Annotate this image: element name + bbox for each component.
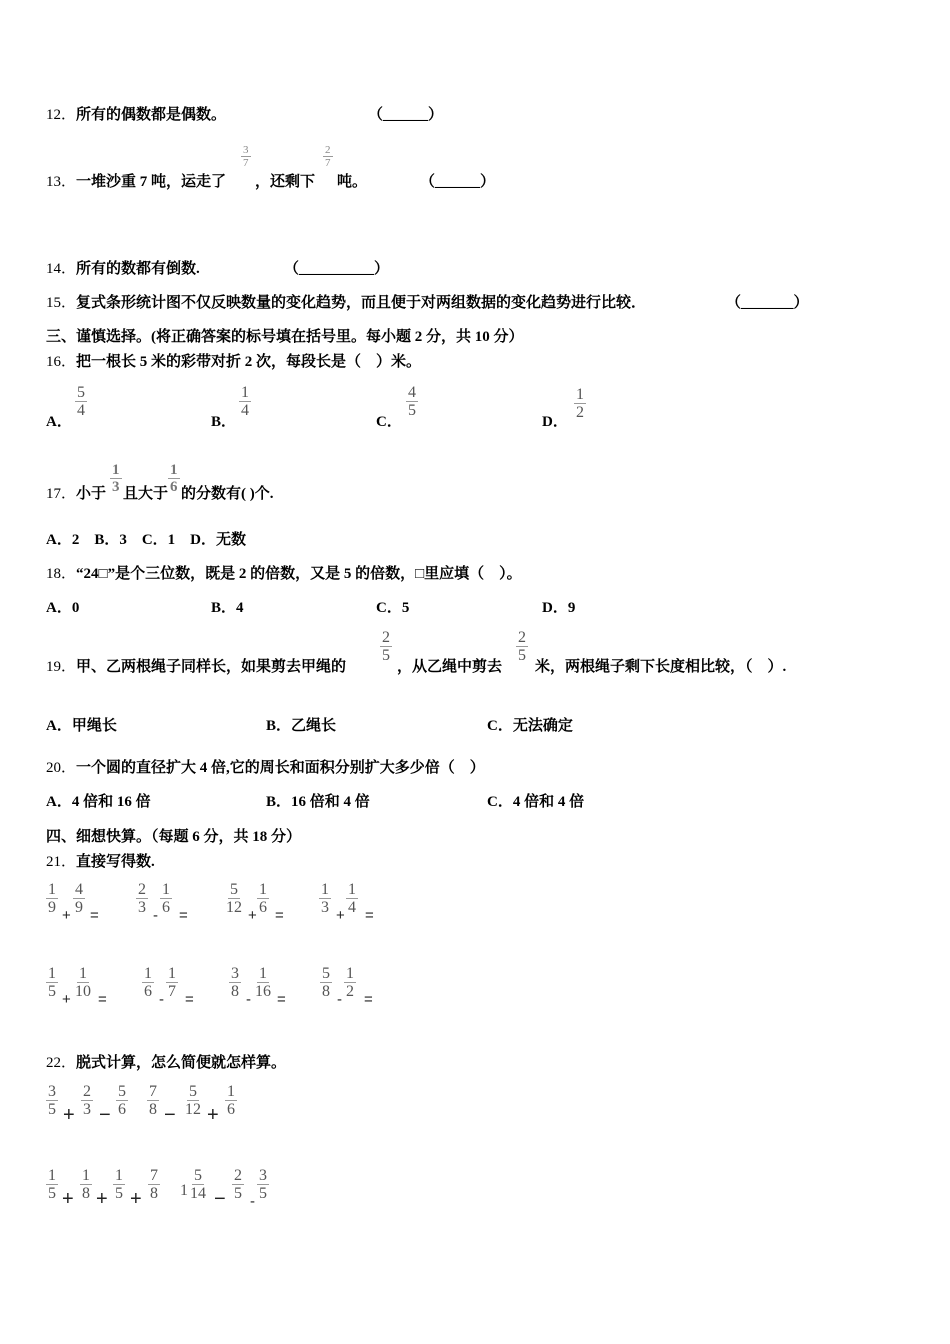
- numerator: 3: [243, 144, 249, 156]
- numerator: 5: [77, 384, 85, 401]
- plus-operator: +: [63, 1104, 75, 1126]
- question-number: 16．: [46, 354, 77, 370]
- plus-operator: +: [96, 1188, 108, 1210]
- minus-operator: -: [246, 991, 251, 1008]
- option-b[interactable]: B．16 倍和 4 倍: [266, 794, 370, 810]
- minus-operator: -: [250, 1193, 255, 1210]
- fraction: [116, 1084, 128, 1119]
- fraction: [257, 1168, 269, 1203]
- minus-operator: -: [153, 907, 158, 924]
- question-text: 一个圆的直径扩大 4 倍,它的周长和面积分别扩大多少倍（ ）: [76, 760, 485, 776]
- fraction: [225, 1084, 237, 1119]
- minus-operator: −: [99, 1104, 111, 1126]
- numerator: 1: [576, 386, 584, 403]
- numerator: 1: [346, 965, 354, 982]
- denominator: 3: [112, 479, 120, 495]
- answer-blank-13[interactable]: （______）: [420, 174, 496, 190]
- question-14: [46, 257, 200, 278]
- question-number: 17．: [46, 486, 77, 502]
- option-d[interactable]: D．9: [542, 600, 576, 616]
- numerator: 5: [322, 965, 330, 982]
- question-17: [46, 482, 106, 503]
- fraction-1-3: [110, 463, 122, 495]
- answer-blank-12[interactable]: （______）: [368, 107, 444, 123]
- denominator: 6: [162, 899, 170, 916]
- fraction: [183, 1084, 203, 1119]
- numerator: 1: [168, 965, 176, 982]
- fraction: [232, 1168, 244, 1203]
- denominator: 5: [518, 647, 526, 664]
- question-16: [46, 350, 421, 371]
- option-a-label[interactable]: A．: [46, 414, 72, 430]
- numerator: 1: [259, 881, 267, 898]
- fraction: [346, 882, 358, 917]
- options-17[interactable]: A．2 B．3 C．1 D．无数: [46, 532, 247, 548]
- numerator: 1: [115, 1167, 123, 1184]
- plus-operator: +: [62, 991, 71, 1008]
- question-text: 复式条形统计图不仅反映数量的变化趋势，而且便于对两组数据的变化趋势进行比较．: [76, 295, 647, 311]
- answer-blank-15[interactable]: （_______）: [726, 295, 809, 311]
- fraction: [46, 1084, 58, 1119]
- fraction: [73, 882, 85, 917]
- question-text: ，还剩下: [255, 174, 316, 190]
- numerator: 2: [234, 1167, 242, 1184]
- numerator: 1: [170, 462, 178, 478]
- option-a[interactable]: A．甲绳长: [46, 718, 117, 734]
- equals-sign: =: [179, 907, 188, 924]
- plus-operator: +: [62, 1188, 74, 1210]
- numerator: 7: [149, 1083, 157, 1100]
- plus-operator: +: [130, 1188, 142, 1210]
- question-number: 14．: [46, 261, 77, 277]
- question-text: 的分数有( )个.: [181, 486, 274, 502]
- option-d-label[interactable]: D．: [542, 414, 568, 430]
- numerator: 5: [118, 1083, 126, 1100]
- option-c[interactable]: C．无法确定: [487, 718, 573, 734]
- question-number: 15．: [46, 295, 77, 311]
- denominator: 7: [325, 157, 331, 169]
- plus-operator: +: [62, 907, 71, 924]
- question-15: [46, 291, 646, 312]
- equals-sign: =: [365, 907, 374, 924]
- fraction: [166, 966, 178, 1001]
- numerator: 1: [48, 881, 56, 898]
- minus-operator: −: [214, 1188, 226, 1210]
- fraction-2-7: [323, 145, 333, 169]
- question-22: [46, 1051, 286, 1072]
- denominator: 5: [48, 1185, 56, 1202]
- question-number: 13．: [46, 174, 77, 190]
- plus-operator: +: [248, 907, 257, 924]
- numerator: 3: [231, 965, 239, 982]
- question-number: 20．: [46, 760, 77, 776]
- option-a[interactable]: A．0: [46, 600, 80, 616]
- minus-operator: -: [337, 991, 342, 1008]
- fraction: [113, 1168, 125, 1203]
- denominator: 16: [255, 983, 271, 1000]
- fraction: [46, 882, 58, 917]
- equals-sign: =: [275, 907, 284, 924]
- denominator: 10: [75, 983, 91, 1000]
- numerator: 3: [48, 1083, 56, 1100]
- fraction-2-5: [516, 630, 528, 665]
- denominator: 9: [48, 899, 56, 916]
- denominator: 3: [321, 899, 329, 916]
- fraction: [46, 1168, 58, 1203]
- question-12: [46, 103, 226, 124]
- denominator: 6: [144, 983, 152, 1000]
- option-b-label[interactable]: B．: [211, 414, 237, 430]
- fraction: [253, 966, 273, 1001]
- question-text: 吨。: [337, 174, 368, 190]
- numerator: 1: [227, 1083, 235, 1100]
- mixed-number-integer: 1: [180, 1182, 188, 1199]
- numerator: 1: [348, 881, 356, 898]
- question-text: 所有的偶数都是偶数。: [76, 107, 227, 123]
- denominator: 9: [75, 899, 83, 916]
- fraction: [319, 882, 331, 917]
- plus-operator: +: [336, 907, 345, 924]
- numerator: 5: [230, 881, 238, 898]
- option-c[interactable]: C．5: [376, 600, 410, 616]
- question-number: 22．: [46, 1055, 77, 1071]
- denominator: 4: [348, 899, 356, 916]
- denominator: 7: [168, 983, 176, 1000]
- equals-sign: =: [277, 991, 286, 1008]
- numerator: 1: [241, 384, 249, 401]
- denominator: 8: [149, 1101, 157, 1118]
- numerator: 2: [382, 629, 390, 646]
- denominator: 8: [322, 983, 330, 1000]
- numerator: 5: [189, 1083, 197, 1100]
- fraction: [229, 966, 241, 1001]
- numerator: 1: [79, 965, 87, 982]
- fraction: [224, 882, 244, 917]
- numerator: 1: [162, 881, 170, 898]
- question-19: [46, 655, 346, 676]
- equals-sign: =: [185, 991, 194, 1008]
- denominator: 14: [190, 1185, 206, 1202]
- fraction: [160, 882, 172, 917]
- answer-blank-14[interactable]: （__________）: [284, 261, 390, 277]
- fraction: [46, 966, 58, 1001]
- question-text: 脱式计算，怎么简便就怎样算。: [76, 1055, 287, 1071]
- question-text: 小于: [76, 486, 107, 502]
- option-d-fraction[interactable]: [574, 387, 586, 422]
- fraction: [257, 882, 269, 917]
- question-text: 把一根长 5 米的彩带对折 2 次，每段长是（ ）米。: [76, 354, 422, 370]
- denominator: 12: [226, 899, 242, 916]
- numerator: 1: [144, 965, 152, 982]
- option-c[interactable]: C．4 倍和 4 倍: [487, 794, 585, 810]
- denominator: 4: [77, 402, 85, 419]
- question-text: 一堆沙重 7 吨，运走了: [76, 174, 227, 190]
- fraction: [148, 1168, 160, 1203]
- fraction: [142, 966, 154, 1001]
- denominator: 3: [138, 899, 146, 916]
- numerator: 2: [518, 629, 526, 646]
- numerator: 4: [408, 384, 416, 401]
- fraction-2-5: [380, 630, 392, 665]
- numerator: 3: [259, 1167, 267, 1184]
- denominator: 5: [408, 402, 416, 419]
- denominator: 4: [241, 402, 249, 419]
- equals-sign: =: [364, 991, 373, 1008]
- denominator: 6: [118, 1101, 126, 1118]
- numerator: 2: [83, 1083, 91, 1100]
- denominator: 3: [83, 1101, 91, 1118]
- fraction-1-6: [168, 463, 180, 495]
- numerator: 1: [259, 965, 267, 982]
- question-text: 米，两根绳子剩下长度相比较，（ ）.: [535, 659, 787, 675]
- question-text: 且大于: [123, 486, 169, 502]
- fraction: [188, 1168, 208, 1203]
- fraction: [73, 966, 93, 1001]
- option-a-fraction[interactable]: [75, 385, 87, 420]
- plus-operator: +: [207, 1104, 219, 1126]
- question-text: ，从乙绳中剪去: [397, 659, 503, 675]
- numerator: 1: [48, 1167, 56, 1184]
- numerator: 2: [325, 144, 331, 156]
- question-number: 21．: [46, 854, 77, 870]
- denominator: 6: [170, 479, 178, 495]
- option-b[interactable]: B．4: [211, 600, 244, 616]
- numerator: 7: [150, 1167, 158, 1184]
- fraction: [147, 1084, 159, 1119]
- question-text: 甲、乙两根绳子同样长，如果剪去甲绳的: [76, 659, 347, 675]
- numerator: 1: [48, 965, 56, 982]
- question-20: [46, 756, 485, 777]
- section-4-title: 四、细想快算。（每题 6 分，共 18 分）: [46, 829, 302, 845]
- fraction: [80, 1168, 92, 1203]
- denominator: 2: [346, 983, 354, 1000]
- question-text: 所有的数都有倒数.: [76, 261, 200, 277]
- denominator: 5: [48, 983, 56, 1000]
- option-c-fraction[interactable]: [406, 385, 418, 420]
- question-13: [46, 170, 226, 191]
- equals-sign: =: [98, 991, 107, 1008]
- minus-operator: −: [164, 1104, 176, 1126]
- denominator: 5: [234, 1185, 242, 1202]
- option-b-fraction[interactable]: [239, 385, 251, 420]
- option-b[interactable]: B．乙绳长: [266, 718, 337, 734]
- numerator: 4: [75, 881, 83, 898]
- numerator: 1: [82, 1167, 90, 1184]
- denominator: 5: [115, 1185, 123, 1202]
- numerator: 5: [194, 1167, 202, 1184]
- minus-operator: -: [159, 991, 164, 1008]
- option-c-label[interactable]: C．: [376, 414, 402, 430]
- numerator: 2: [138, 881, 146, 898]
- denominator: 6: [259, 899, 267, 916]
- fraction: [81, 1084, 93, 1119]
- fraction: [320, 966, 332, 1001]
- question-text: “24□”是个三位数，既是 2 的倍数，又是 5 的倍数，□里应填（ ）。: [76, 566, 522, 582]
- question-18: [46, 562, 522, 583]
- denominator: 6: [227, 1101, 235, 1118]
- denominator: 7: [243, 157, 249, 169]
- fraction-3-7: [241, 145, 251, 169]
- denominator: 5: [382, 647, 390, 664]
- denominator: 5: [259, 1185, 267, 1202]
- question-number: 19．: [46, 659, 77, 675]
- denominator: 12: [185, 1101, 201, 1118]
- question-text: 直接写得数.: [76, 854, 155, 870]
- numerator: 1: [112, 462, 120, 478]
- denominator: 8: [82, 1185, 90, 1202]
- question-21: [46, 850, 155, 871]
- numerator: 1: [321, 881, 329, 898]
- denominator: 2: [576, 404, 584, 421]
- fraction: [136, 882, 148, 917]
- option-a[interactable]: A．4 倍和 16 倍: [46, 794, 151, 810]
- section-3-title: 三、谨慎选择。(将正确答案的标号填在括号里。每小题 2 分，共 10 分）: [46, 329, 524, 345]
- denominator: 8: [150, 1185, 158, 1202]
- fraction: [344, 966, 356, 1001]
- equals-sign: =: [90, 907, 99, 924]
- question-number: 12．: [46, 107, 77, 123]
- denominator: 5: [48, 1101, 56, 1118]
- question-number: 18．: [46, 566, 77, 582]
- denominator: 8: [231, 983, 239, 1000]
